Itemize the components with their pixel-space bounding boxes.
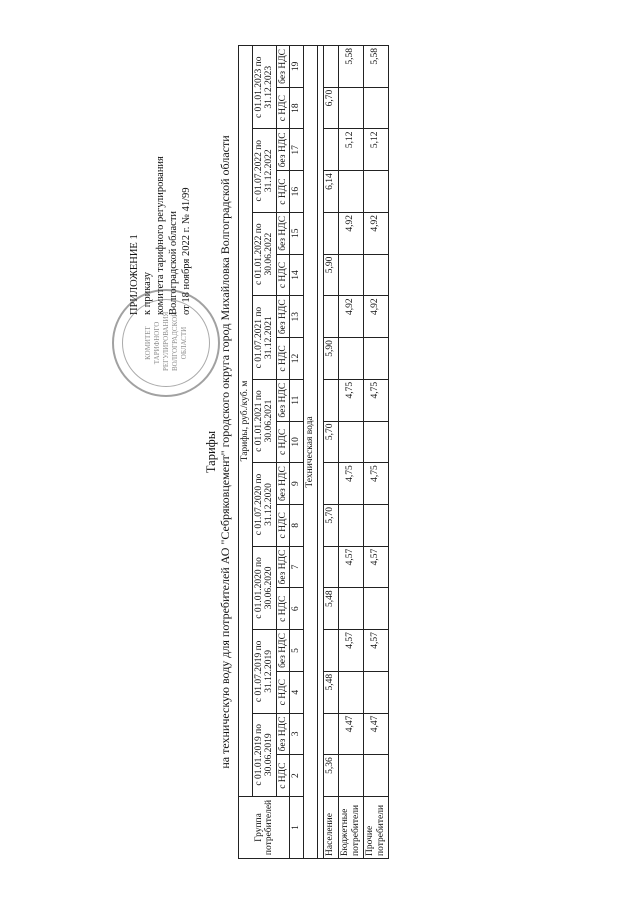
appendix-number: ПРИЛОЖЕНИЕ 1: [129, 234, 140, 315]
document-sheet: [120, 37, 520, 867]
tariffs-header: Тарифы, руб./куб. м: [239, 46, 253, 797]
vat-label: без НДС: [276, 379, 290, 421]
vat-label: без НДС: [276, 212, 290, 254]
tariff-value: 5,70: [323, 421, 338, 463]
vat-label: без НДС: [276, 713, 290, 755]
tariff-table: [238, 45, 389, 859]
vat-label: с НДС: [276, 171, 290, 213]
tariff-value: 5,90: [323, 254, 338, 296]
column-number: 5: [290, 630, 304, 672]
tariff-value: [338, 254, 363, 296]
column-number-row: [290, 46, 304, 859]
tariff-value: [338, 755, 363, 797]
tariff-value: [363, 588, 388, 630]
tariff-value: 4,75: [338, 379, 363, 421]
appendix-order-date: от 18 ноября 2022 г. № 41/99: [181, 187, 192, 315]
tariff-value: 4,92: [338, 296, 363, 338]
consumer-group-name: Население: [323, 797, 338, 859]
column-number: 10: [290, 421, 304, 463]
vat-label: без НДС: [276, 129, 290, 171]
tariff-value: [338, 588, 363, 630]
column-number: 13: [290, 296, 304, 338]
tariff-value: [363, 421, 388, 463]
tariff-value: 4,92: [363, 212, 388, 254]
period-header: с 01.01.2019 по 30.06.2019: [252, 713, 276, 796]
tariff-value: 4,57: [338, 630, 363, 672]
tariff-value: 5,58: [363, 46, 388, 88]
tariff-value: 6,14: [323, 171, 338, 213]
tariff-value: 4,92: [338, 212, 363, 254]
vat-label: с НДС: [276, 588, 290, 630]
tariff-value: [363, 755, 388, 797]
vat-label: с НДС: [276, 254, 290, 296]
consumer-group-name: Прочие потребители: [363, 797, 388, 859]
tariff-value: 5,12: [363, 129, 388, 171]
period-header: с 01.07.2019 по 31.12.2019: [252, 630, 276, 713]
column-number: 18: [290, 87, 304, 129]
period-header: с 01.01.2022 по 30.06.2022: [252, 212, 276, 295]
tariff-value: [363, 504, 388, 546]
column-number: 3: [290, 713, 304, 755]
tariff-value: [338, 87, 363, 129]
column-number: 19: [290, 46, 304, 88]
column-number: 15: [290, 212, 304, 254]
column-number: 14: [290, 254, 304, 296]
consumer-group-name: Бюджетные потребители: [338, 797, 363, 859]
title-main: Тарифы: [204, 430, 218, 474]
period-header: с 01.01.2021 по 30.06.2021: [252, 379, 276, 462]
tariff-value: [363, 338, 388, 380]
table-row: [338, 46, 363, 859]
tariff-value: [323, 546, 338, 588]
column-number: 2: [290, 755, 304, 797]
vat-label: без НДС: [276, 46, 290, 88]
tariff-value: 4,47: [363, 713, 388, 755]
tariff-value: [338, 421, 363, 463]
vat-label: с НДС: [276, 755, 290, 797]
tariff-value: 5,90: [323, 338, 338, 380]
tariff-value: [323, 296, 338, 338]
tariff-value: 5,12: [338, 129, 363, 171]
vat-label: без НДС: [276, 630, 290, 672]
column-number: 6: [290, 588, 304, 630]
tariff-value: [363, 671, 388, 713]
tariff-value: [338, 338, 363, 380]
tariff-value: 4,57: [338, 546, 363, 588]
column-number: 4: [290, 671, 304, 713]
column-number: 16: [290, 171, 304, 213]
vat-label: без НДС: [276, 546, 290, 588]
section-row: [304, 46, 318, 859]
column-number: 11: [290, 379, 304, 421]
column-number: 1: [290, 797, 304, 859]
vat-label: с НДС: [276, 87, 290, 129]
column-number: 12: [290, 338, 304, 380]
tariff-value: [323, 713, 338, 755]
appendix-region: Волгоградской области: [168, 210, 179, 315]
tariff-value: [338, 671, 363, 713]
period-header: с 01.07.2022 по 31.12.2022: [252, 129, 276, 212]
appendix-header: [128, 37, 193, 397]
tariff-value: 5,48: [323, 588, 338, 630]
vat-header-row: [276, 46, 290, 859]
vat-label: с НДС: [276, 504, 290, 546]
title-subtitle: на техническую воду для потребителей АО "Себряковцемент" городского округа город Михайловка Волгоградской области: [218, 135, 232, 769]
document-title: [204, 37, 232, 867]
tariff-value: 5,48: [323, 671, 338, 713]
tariff-value: [363, 171, 388, 213]
column-number: 9: [290, 463, 304, 505]
tariff-value: 5,36: [323, 755, 338, 797]
appendix-committee: комитета тарифного регулирования: [155, 156, 166, 315]
vat-label: с НДС: [276, 338, 290, 380]
tariff-value: [323, 379, 338, 421]
vat-label: с НДС: [276, 421, 290, 463]
section-title: Техническая вода: [304, 46, 318, 859]
tariff-value: 5,58: [338, 46, 363, 88]
period-header: с 01.01.2020 по 30.06.2020: [252, 546, 276, 629]
appendix-to-order: к приказу: [142, 272, 153, 315]
tariff-value: [338, 171, 363, 213]
tariff-value: 4,75: [363, 463, 388, 505]
tariff-value: 4,75: [363, 379, 388, 421]
period-header: с 01.01.2023 по 31.12.2023: [252, 46, 276, 130]
tariff-value: 5,70: [323, 504, 338, 546]
tariff-value: 4,47: [338, 713, 363, 755]
vat-label: с НДС: [276, 671, 290, 713]
tariff-value: [323, 46, 338, 88]
column-number: 17: [290, 129, 304, 171]
tariff-value: [363, 87, 388, 129]
tariff-value: [323, 463, 338, 505]
period-header: с 01.07.2021 по 31.12.2021: [252, 296, 276, 379]
tariff-value: 6,70: [323, 87, 338, 129]
period-header: с 01.07.2020 по 31.12.2020: [252, 463, 276, 546]
seal-text: КОМИТЕТ ТАРИФНОГО РЕГУЛИРОВАНИЯ ВОЛГОГРАДСКОЙ ОБЛАСТИ: [144, 311, 188, 371]
tariff-value: 4,92: [363, 296, 388, 338]
table-row: [363, 46, 388, 859]
tariff-value: [323, 630, 338, 672]
group-header: Группа потребителей: [239, 797, 290, 859]
tariff-value: 4,57: [363, 630, 388, 672]
tariff-value: [363, 254, 388, 296]
table-row: [323, 46, 338, 859]
vat-label: без НДС: [276, 296, 290, 338]
column-number: 8: [290, 504, 304, 546]
tariff-value: [323, 129, 338, 171]
tariff-value: [323, 212, 338, 254]
vat-label: без НДС: [276, 463, 290, 505]
period-header-row: [252, 46, 276, 859]
column-number: 7: [290, 546, 304, 588]
tariff-value: [338, 504, 363, 546]
tariff-value: 4,57: [363, 546, 388, 588]
tariff-value: 4,75: [338, 463, 363, 505]
table-header-row: [239, 46, 253, 859]
